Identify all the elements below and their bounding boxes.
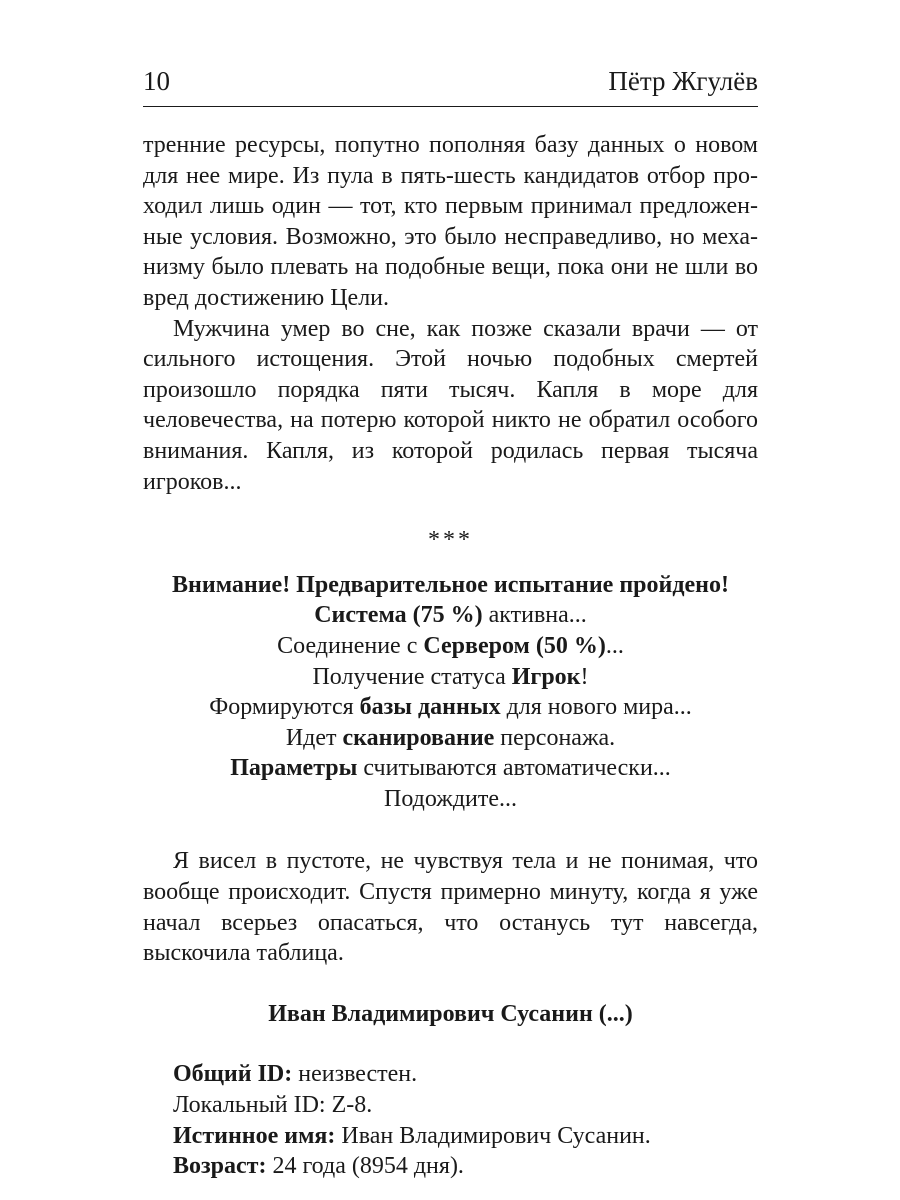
stat-general-id: Общий ID: неизвестен.: [173, 1061, 418, 1088]
character-sheet-title: Иван Владимирович Сусанин (...): [268, 1000, 633, 1027]
system-line-2: Система (75 %) активна...: [314, 602, 587, 629]
system-line-1: Внимание! Предварительное испытание пройдено!: [172, 571, 729, 598]
system-line-7: Параметры считываются автоматически...: [230, 755, 671, 782]
system-line-6: Идет сканирование персонажа.: [285, 724, 616, 751]
system-line-4: Получение статуса Игрок!: [312, 663, 589, 690]
stat-age: Возраст: 24 года (8954 дня).: [173, 1153, 464, 1180]
author-name: Пётр Жгулёв: [608, 66, 758, 96]
system-line-3: Соединение с Сервером (50 %)...: [277, 632, 624, 659]
paragraph-2: Мужчина умер во сне, как позже сказали врачи — от сильного истощения. Этой ночью подобных смертей произошло порядка пяти тысяч. Капля в море для человечества, на потерю которой никто не обратил особого внимания. Капля, из которой родилась первая тысяча игроков...: [143, 315, 758, 495]
stat-local-id: Локальный ID: Z-8.: [173, 1092, 373, 1119]
system-line-8: Подождите...: [383, 785, 518, 812]
paragraph-1: тренние ресурсы, попутно пополняя базу данных о новом для нее мире. Из пула в пять-шесть кандидатов отбор проходил лишь один — тот, кто первым принимал предложенные условия. Возможно, это было несправедливо, но механизму было плевать на подобные вещи, пока они не шли во вред достижению Цели.: [143, 132, 758, 311]
scene-separator: ***: [428, 527, 473, 554]
running-header: [143, 62, 758, 100]
stat-true-name: Истинное имя: Иван Владимирович Сусанин.: [173, 1122, 651, 1149]
main-text: [143, 130, 758, 1182]
system-message-block: [143, 570, 758, 815]
page-number: 10: [143, 66, 170, 96]
system-line-5: Формируются базы данных для нового мира...: [209, 694, 692, 721]
character-stats: [143, 1059, 758, 1181]
paragraph-3: Я висел в пустоте, не чувствуя тела и не понимая, что вообще происходит. Спустя примерно минуту, когда я уже начал всерьез опасаться, что останусь тут навсегда, выскочила таблица.: [143, 848, 758, 967]
header-rule: [143, 106, 758, 107]
